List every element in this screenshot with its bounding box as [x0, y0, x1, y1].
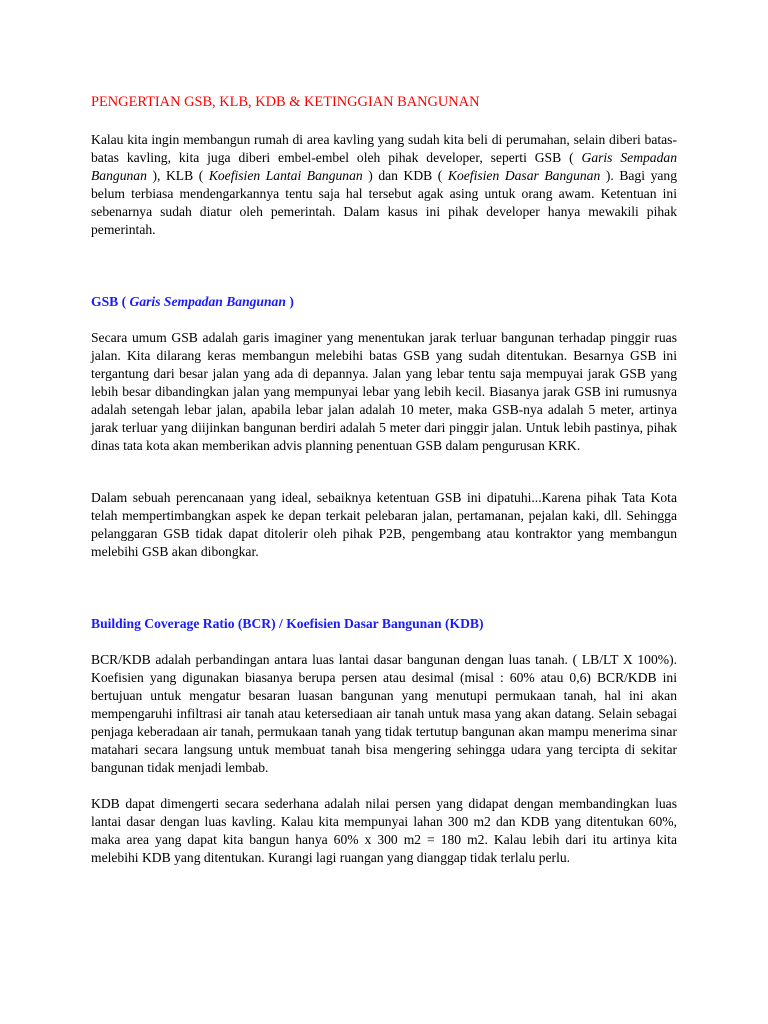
intro-text-2: ), KLB (: [146, 168, 209, 183]
document-title: PENGERTIAN GSB, KLB, KDB & KETINGGIAN BANGUNAN: [91, 94, 480, 110]
kdb-paragraph-1: BCR/KDB adalah perbandingan antara luas lantai dasar bangunan dengan luas tanah. ( LB/LT X 100%). Koefisien yang digunakan biasanya berupa persen atau desimal (misal : 60% atau 0,6) BCR/KDB ini bertujuan untuk mengatur besaran luasan bangunan yang menutupi permukaan tanah, hal ini akan mempengaruhi infiltrasi air tanah atau ketersediaan air tanah untuk masa yang akan datang. Selain sebagai penjaga keberadaan air tanah, permukaan tanah yang tidak tertutup bangunan akan mampu menerima sinar matahari secara langsung untuk membuat tanah bisa mengering sehingga udara yang tercipta di sekitar bangunan tidak menjadi lembab.: [91, 652, 677, 775]
gsb-heading: [91, 293, 294, 311]
gsb-heading-suffix: ): [285, 294, 294, 309]
kdb-heading: Building Coverage Ratio (BCR) / Koefisien Dasar Bangunan (KDB): [91, 616, 484, 631]
intro-text-4: ). Bagi yang belum terbiasa mendengarkannya tentu saja hal tersebut agak asing untuk orang awam. Ketentuan ini sebenarnya sudah diatur oleh pemerintah. Dalam kasus ini pihak developer hanya mewakili pihak pemerintah.: [91, 168, 677, 237]
gsb-paragraph-1: Secara umum GSB adalah garis imaginer yang menentukan jarak terluar bangunan terhadap pinggir ruas jalan. Kita dilarang keras membangun melebihi batas GSB yang sudah ditentukan. Besarnya GSB ini tergantung dari besar jalan yang ada di depannya. Jalan yang lebar tentu saja mempuyai jarak GSB yang lebih besar dibandingkan jalan yang mempunyai lebar yang lebih kecil. Biasanya jarak GSB ini rumusnya adalah setengah lebar jalan, apabila lebar jalan adalah 10 meter, maka GSB-nya adalah 5 meter, artinya jarak terluar yang diijinkan bangunan berdiri adalah 5 meter dari pinggir jalan. Untuk lebih pastinya, pihak dinas tata kota akan memberikan advis planning penentuan GSB dalam pengurusan KRK.: [91, 330, 677, 453]
intro-text-1: Kalau kita ingin membangun rumah di area kavling yang sudah kita beli di perumahan, selain diberi batas-batas kavling, kita juga diberi embel-embel oleh pihak developer, seperti GSB (: [91, 132, 677, 165]
gsb-heading-italic: Garis Sempadan Bangunan: [129, 294, 286, 309]
intro-italic-kdb: Koefisien Dasar Bangunan: [447, 168, 601, 183]
intro-text-3: ) dan KDB (: [362, 168, 448, 183]
kdb-paragraph-2: KDB dapat dimengerti secara sederhana adalah nilai persen yang didapat dengan membandingkan luas lantai dasar dengan luas kavling. Kalau kita mempunyai lahan 300 m2 dan KDB yang ditentukan 60%, maka area yang dapat kita bangun hanya 60% x 300 m2 = 180 m2. Kalau lebih dari itu artinya kita melebihi KDB yang ditentukan. Kurangi lagi ruangan yang dianggap tidak terlalu perlu.: [91, 796, 677, 865]
gsb-paragraph-2: Dalam sebuah perencanaan yang ideal, sebaiknya ketentuan GSB ini dipatuhi...Karena pihak Tata Kota telah mempertimbangkan aspek ke depan terkait pelebaran jalan, pertamanan, pejalan kaki, dll. Sehingga pelanggaran GSB tidak dapat ditolerir oleh pihak P2B, pengembang atau kontraktor yang membangun melebihi GSB akan dibongkar.: [91, 490, 677, 559]
intro-italic-gsb: Garis Sempadan Bangunan: [91, 150, 677, 183]
intro-italic-klb: Koefisien Lantai Bangunan: [208, 168, 363, 183]
gsb-heading-prefix: GSB (: [91, 294, 130, 309]
intro-paragraph: [91, 131, 677, 239]
